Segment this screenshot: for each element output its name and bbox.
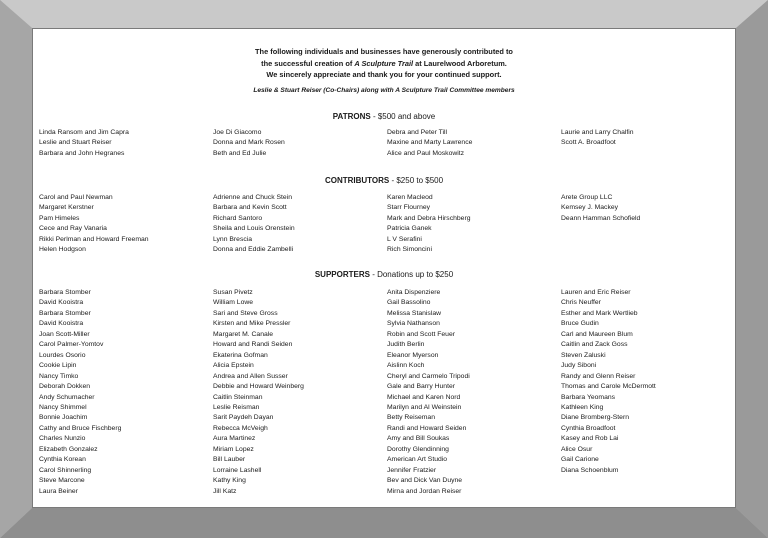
- supporters-column-1: [39, 288, 121, 497]
- donor-name: Joan Scott-Miller: [39, 330, 90, 338]
- donor-name: Mirna and Jordan Reiser: [387, 487, 462, 495]
- donor-name: Andrea and Allen Susser: [213, 372, 288, 380]
- supporters-range: - Donations up to $250: [369, 270, 454, 279]
- donor-name: Rebecca McVeigh: [213, 424, 268, 432]
- supporters-title: SUPPORTERS: [314, 270, 370, 279]
- donor-name: Cheryl and Carmelo Tripodi: [387, 372, 470, 380]
- donor-name: Sylvia Nathanson: [387, 320, 440, 328]
- donor-name: Cece and Ray Vanaria: [39, 225, 107, 233]
- donor-name: Lorraine Lashell: [213, 466, 262, 474]
- donor-name: Randy and Glenn Reiser: [561, 372, 636, 380]
- donor-name: Carol Shinnerling: [39, 466, 92, 474]
- donor-name: Bruce Gudin: [561, 320, 599, 328]
- donor-name: Gail Bassolino: [387, 299, 431, 307]
- donor-name: Barbara Stomber: [39, 309, 91, 317]
- intro-line-1: The following individuals and businesses have generously contributed to: [255, 47, 513, 56]
- donor-name: Margaret Kerstner: [39, 204, 94, 212]
- supporters-column-2: [213, 288, 304, 497]
- patrons-column-4: [561, 128, 634, 149]
- donor-name: Jill Katz: [213, 487, 237, 495]
- donor-name: Rikki Perlman and Howard Freeman: [39, 235, 149, 243]
- donor-name: Cookie Lipin: [39, 362, 77, 370]
- donor-name: Amy and Bill Soukas: [387, 435, 450, 443]
- donor-name: Melissa Stanislaw: [387, 309, 442, 317]
- donor-name: Lauren and Eric Reiser: [561, 289, 631, 296]
- donor-name: Betty Reiseman: [387, 414, 435, 422]
- donor-name: American Art Studio: [387, 456, 448, 464]
- donor-name: Kathy King: [213, 477, 246, 485]
- donor-name: Caitlin and Zack Goss: [561, 341, 628, 349]
- donor-name: Alicia Epstein: [213, 362, 254, 370]
- donor-name: Robin and Scott Feuer: [387, 330, 456, 338]
- donor-name: David Kooistra: [39, 320, 84, 328]
- donor-name: Randi and Howard Seiden: [387, 424, 467, 432]
- donor-name: Carol and Paul Newman: [39, 194, 113, 201]
- donor-name: Adrienne and Chuck Stein: [213, 194, 292, 201]
- donor-name: Barbara and John Hegranes: [39, 149, 125, 157]
- donor-name: Karen Macleod: [387, 194, 433, 201]
- donor-name: Arete Group LLC: [561, 194, 613, 201]
- donor-name: Ekaterina Gofman: [213, 351, 268, 359]
- donor-name: Dorothy Glendinning: [387, 445, 449, 453]
- donor-name: Leslie Reisman: [213, 403, 260, 411]
- patrons-column-1: [39, 128, 129, 159]
- donor-name: Steve Marcone: [39, 477, 85, 485]
- donor-name: Scott A. Broadfoot: [561, 139, 616, 147]
- patrons-range: - $500 and above: [370, 112, 436, 121]
- donor-name: Maxine and Marty Lawrence: [387, 139, 473, 147]
- donor-name: Michael and Karen Nord: [387, 393, 461, 401]
- donor-page: [32, 28, 736, 508]
- patrons-column-3: [387, 128, 472, 159]
- donor-name: Richard Santoro: [213, 214, 263, 222]
- donor-name: Aislinn Koch: [387, 362, 425, 370]
- donor-name: Chris Neuffer: [561, 299, 601, 307]
- donor-name: L V Serafini: [387, 235, 422, 243]
- sculpture-trail-title: A Sculpture Trail: [354, 58, 414, 68]
- donor-name: Beth and Ed Julie: [213, 149, 267, 157]
- intro-line-3: We sincerely appreciate and thank you for your continued support.: [266, 70, 502, 79]
- frame-bevel-top: [0, 0, 768, 28]
- donor-name: Gale and Barry Hunter: [387, 383, 456, 391]
- donor-name: Charles Nunzio: [39, 435, 86, 443]
- frame-bevel-left: [0, 0, 32, 538]
- donor-name: Andy Schumacher: [39, 393, 95, 401]
- donor-name: Esther and Mark Wertlieb: [561, 309, 638, 317]
- donor-name: Laurie and Larry Chalfin: [561, 129, 634, 136]
- donor-name: Howard and Randi Seiden: [213, 341, 293, 349]
- donor-name: Judy Siboni: [561, 362, 597, 370]
- donor-name: Donna and Eddie Zambelli: [213, 246, 294, 254]
- donor-name: Bev and Dick Van Duyne: [387, 477, 463, 485]
- donor-name: Diana Schoenblum: [561, 466, 619, 474]
- frame-bevel-right: [736, 0, 768, 538]
- donor-name: Rich Simoncini: [387, 246, 432, 254]
- donor-name: Cynthia Korean: [39, 456, 86, 464]
- patrons-column-2: [213, 128, 285, 159]
- donor-name: Leslie and Stuart Reiser: [39, 139, 112, 147]
- contributors-column-1: [39, 193, 149, 256]
- supporters-column-3: [387, 288, 470, 497]
- donor-name: David Kooistra: [39, 299, 84, 307]
- donor-name: Carl and Maureen Blum: [561, 330, 633, 338]
- intro-line-2-end: at Laurelwood Arboretum.: [413, 58, 507, 68]
- contributors-range: - $250 to $500: [389, 176, 444, 185]
- donor-name: Sari and Steve Gross: [213, 309, 278, 317]
- donor-name: Barbara and Kevin Scott: [213, 204, 287, 212]
- donor-name: Patricia Ganek: [387, 225, 432, 233]
- donor-name: Pam Himeles: [39, 214, 80, 222]
- donor-name: Susan Pivetz: [213, 289, 253, 296]
- frame-bevel-bottom: [0, 508, 768, 538]
- contributors-column-2: [213, 193, 295, 256]
- contributors-column-3: [387, 193, 470, 256]
- donor-name: Jennifer Fratzier: [387, 466, 437, 474]
- donor-name: Debbie and Howard Weinberg: [213, 383, 304, 391]
- donor-name: Caitlin Steinman: [213, 393, 263, 401]
- supporters-column-4: [561, 288, 656, 476]
- donor-name: Lourdes Osorio: [39, 351, 86, 359]
- patrons-heading: [32, 112, 736, 122]
- donor-name: Margaret M. Canale: [213, 330, 274, 338]
- donor-name: William Lowe: [213, 299, 254, 307]
- donor-name: Joe Di Giacomo: [213, 129, 262, 136]
- donor-name: Steven Zaluski: [561, 351, 606, 359]
- donor-name: Alice Osur: [561, 445, 593, 453]
- donor-name: Linda Ransom and Jim Capra: [39, 129, 129, 136]
- donor-name: Sarit Paydeh Dayan: [213, 414, 274, 422]
- donor-name: Kemsey J. Mackey: [561, 204, 619, 212]
- donor-name: Kasey and Rob Lai: [561, 435, 619, 443]
- donor-name: Starr Flourney: [387, 204, 431, 212]
- donor-name: Barbara Yeomans: [561, 393, 616, 401]
- co-chairs-signoff: Leslie & Stuart Reiser (Co-Chairs) along with A Sculpture Trail Committee members: [253, 86, 515, 94]
- donor-name: Deborah Dokken: [39, 383, 91, 391]
- donor-name: Aura Martinez: [213, 435, 256, 443]
- donor-name: Carol Palmer-Yomtov: [39, 341, 104, 349]
- donor-name: Anita Dispenziere: [387, 289, 441, 296]
- donor-name: Lynn Brescia: [213, 235, 253, 243]
- donor-name: Sheila and Louis Orenstein: [213, 225, 295, 233]
- donor-name: Bonnie Joachim: [39, 414, 88, 422]
- donor-name: Marilyn and Al Weinstein: [387, 403, 462, 411]
- donor-name: Alice and Paul Moskowitz: [387, 149, 465, 157]
- donor-name: Cathy and Bruce Fischberg: [39, 424, 122, 432]
- supporters-heading: [32, 270, 736, 280]
- donor-name: Elizabeth Gonzalez: [39, 445, 98, 453]
- donor-name: Kathleen King: [561, 403, 604, 411]
- donor-name: Nancy Timko: [39, 372, 79, 380]
- donor-name: Gail Carione: [561, 456, 599, 464]
- donor-name: Nancy Shimmel: [39, 403, 87, 411]
- donor-name: Cynthia Broadfoot: [561, 424, 616, 432]
- intro-block: [32, 46, 736, 96]
- contributors-heading: [32, 176, 736, 186]
- intro-line-2-start: the successful creation of: [261, 58, 355, 68]
- contributors-column-4: [561, 193, 640, 224]
- donor-name: Deann Hamman Schofield: [561, 214, 641, 222]
- donor-name: Eleanor Myerson: [387, 351, 439, 359]
- donor-name: Thomas and Carole McDermott: [561, 383, 656, 391]
- donor-name: Debra and Peter Till: [387, 129, 448, 136]
- donor-name: Donna and Mark Rosen: [213, 139, 285, 147]
- patrons-title: PATRONS: [332, 112, 371, 121]
- donor-name: Miriam Lopez: [213, 445, 254, 453]
- donor-name: Barbara Stomber: [39, 289, 91, 296]
- donor-name: Mark and Debra Hirschberg: [387, 214, 471, 222]
- donor-name: Kirsten and Mike Pressler: [213, 320, 291, 328]
- donor-name: Bill Lauber: [213, 456, 246, 464]
- donor-name: Judith Berlin: [387, 341, 425, 349]
- intro-line-2: [32, 58, 736, 70]
- contributors-title: CONTRIBUTORS: [324, 176, 390, 185]
- donor-name: Diane Bromberg-Stern: [561, 414, 629, 422]
- donor-name: Laura Beiner: [39, 487, 78, 495]
- donor-name: Helen Hodgson: [39, 246, 86, 254]
